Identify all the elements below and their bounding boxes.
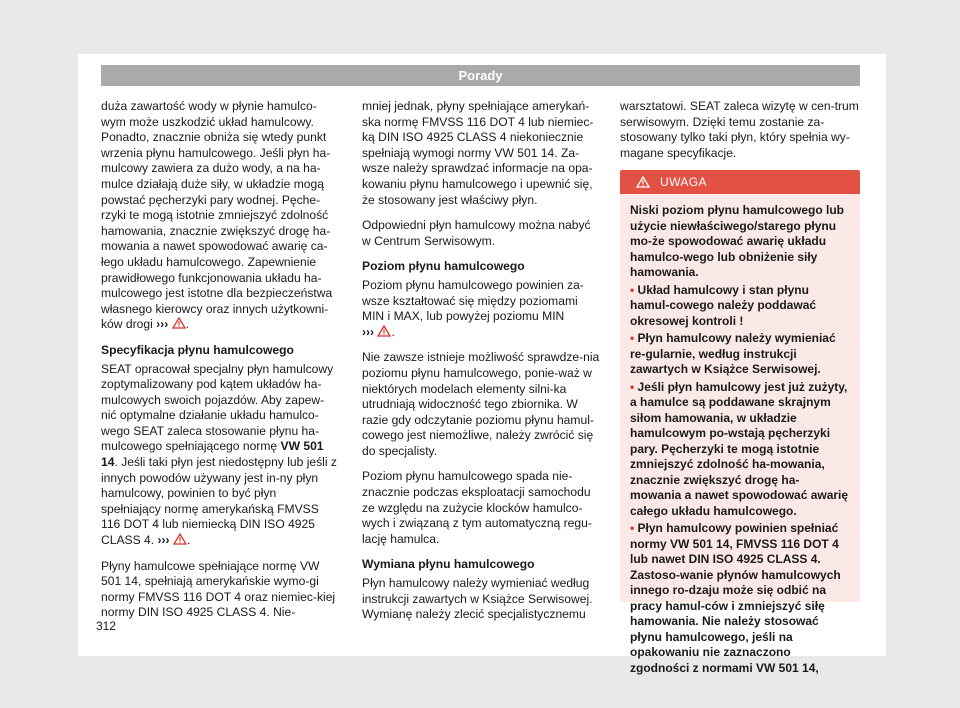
section-header <box>101 65 860 86</box>
paragraph-text: . Jeśli taki płyn jest niedostępny lub jeśli z innych powodów używany jest in-ny płyn hamulcowy, powinien to być płyn spełniający normę amerykańską FMVSS 116 DOT 4 lub niemiecką DIN ISO 4925 CLASS 4. <box>101 455 337 548</box>
warning-triangle-icon <box>636 176 650 188</box>
section-heading: Specyfikacja płynu hamulcowego <box>101 342 294 357</box>
paragraph-text: Poziom płynu hamulcowego powinien za-wsze kształtować się między poziomami MIN i MAX, lub powyżej poziomu MIN <box>362 277 584 324</box>
section-heading: Wymiana płynu hamulcowego <box>362 557 535 572</box>
column-2 <box>362 99 600 633</box>
cross-reference[interactable]: ››› <box>156 317 169 332</box>
paragraph: warsztatowi. SEAT zaleca wizytę w cen-trum serwisowym. Dzięki temu zostanie za-stosowany tylko taki płyn, który spełnia wy-magane specyfikacje. <box>620 99 859 160</box>
bullet-text: Płyn hamulcowy należy wymieniać re-gularnie, według instrukcji zawartych w Książce Serwisowej. <box>630 331 836 376</box>
warning-triangle-icon <box>173 533 187 545</box>
bullet-text: Układ hamulcowy i stan płynu hamul-cowego należy poddawać okresowej kontroli ! <box>630 282 817 328</box>
paragraph: Nie zawsze istnieje możliwość sprawdze-nia poziomu płynu hamulcowego, ponie-waż w niektórych modelach elementy silni-ka utrudniają widoczność tego zbiornika. W razie gdy odczytanie poziomu płynu hamul-cowego jest niemożliwe, należy zwrócić się do specjalisty. <box>362 350 600 458</box>
paragraph: Poziom płynu hamulcowego powinien za-wsze kształtować się między poziomami MIN i MAX, lub powyżej poziomu MIN ››› . <box>362 277 584 339</box>
warning-bullet <box>630 380 850 520</box>
warning-bullet <box>630 331 850 378</box>
paragraph-text: duża zawartość wody w płynie hamulco-wym może uszkodzić układ hamulcowy. Ponadto, znacznie obniża się wtedy punkt wrzenia płynu hamulcowego. Jeśli płyn ha-mulcowy zawiera za dużo wody, a na ha-mulce działają duże siły, w układzie mogą powstać pęcherzyki pary wodnej. Pęche-rzyki te mogą istotnie zmniejszyć zdolność hamowania, znacznie zwiększyć drogę ha-mowania a nawet spowodować awarię ca-łego układu hamulcowego. Zapewnienie prawidłowego funkcjonowania układu ha-mulcowego jest istotne dla bezpieczeństwa własnego kierowcy oraz innych użytkowni-ków drogi <box>101 99 333 332</box>
paragraph: Odpowiedni płyn hamulcowy można nabyć w Centrum Serwisowym. <box>362 218 591 248</box>
warning-body <box>620 194 860 676</box>
paragraph: Płyny hamulcowe spełniające normę VW 501 14, spełniają amerykańskie wymo-gi normy FMVSS 116 DOT 4 oraz niemiec-kiej normy DIN ISO 4925 CLASS 4. Nie- <box>101 558 336 620</box>
paragraph-text: SEAT opracował specjalny płyn hamulcowy zoptymalizowany pod kątem układów ha-mulcowych swoich pojazdów. Aby zapew-nić optymalne działanie układu hamulco-wego SEAT zaleca stosowanie płynu ha-mulcowego spełniającego normę <box>101 361 334 454</box>
paragraph: SEAT opracował specjalny płyn hamulcowy zoptymalizowany pod kątem układów ha-mulcowych swoich pojazdów. Aby zapew-nić optymalne działanie układu hamulco-wego SEAT zaleca stosowanie płynu ha-mulcowego spełniającego normę VW 501 14. Jeśli taki płyn jest niedostępny lub jeśli z innych powodów używany jest in-ny płyn hamulcowy, powinien to być płyn spełniający normę amerykańską FMVSS 116 DOT 4 lub niemiecką DIN ISO 4925 CLASS 4. ››› . <box>101 361 337 548</box>
bullet-icon: • <box>630 282 635 297</box>
section-title: Porady <box>458 68 503 83</box>
bullet-text: Płyn hamulcowy powinien spełniać normy VW 501 14, FMVSS 116 DOT 4 lub nawet DIN ISO 4925 CLASS 4. Zastoso-wanie płynów hamulcowych innego ro-dzaju może się odbić na pracy hamul-ców i zmniejszyć siłę hamowania. Nie należy stosować płynu hamulcowego, jeśli na opakowaniu nie zaznaczono zgodności z normami VW 501 14, <box>630 521 841 675</box>
warning-triangle-icon <box>377 325 391 337</box>
cross-reference[interactable]: ››› <box>157 533 170 548</box>
warning-bullet <box>630 521 850 676</box>
section-heading: Poziom płynu hamulcowego <box>362 259 525 274</box>
warning-bullet <box>630 283 850 330</box>
paragraph: duża zawartość wody w płynie hamulco-wym może uszkodzić układ hamulcowy. Ponadto, znacznie obniża się wtedy punkt wrzenia płynu hamulcowego. Jeśli płyn ha-mulcowy zawiera za dużo wody, a na ha-mulce działają duże siły, w układzie mogą powstać pęcherzyki pary wodnej. Pęche-rzyki te mogą istotnie zmniejszyć zdolność hamowania, znacznie zwiększyć drogę ha-mowania a nawet spowodować awarię ca-łego układu hamulcowego. Zapewnienie prawidłowego funkcjonowania układu ha-mulcowego jest istotne dla bezpieczeństwa własnego kierowcy oraz innych użytkowni-ków drogi ››› . <box>101 99 333 332</box>
bullet-icon: • <box>630 379 635 394</box>
bullet-text: Jeśli płyn hamulcowy jest już zużyty, a hamulce są poddawane skrajnym siłom hamowania, w układzie hamulcowym po-wstają pęcherzyki pary. Pęcherzyki te mogą istotnie zmniejszyć zdolność ha-mowania, znacznie zwiększyć drogę ha-mowania a nawet spowodować awarię całego układu hamulcowego. <box>630 379 849 518</box>
cross-reference[interactable]: ››› <box>362 324 375 339</box>
norm-label: VW 501 14 <box>101 439 324 470</box>
bullet-icon: • <box>630 521 635 535</box>
column-3 <box>620 99 860 171</box>
column-1 <box>101 99 339 631</box>
warning-intro: Niski poziom płynu hamulcowego lub użycie niewłaściwego/starego płynu mo-że spowodować awarię układu hamulco-wego lub obniżenie siły hamowania. <box>630 203 845 279</box>
bullet-icon: • <box>630 331 635 345</box>
paragraph: Poziom płynu hamulcowego spada nie-znacznie podczas eksploatacji samochodu ze względu na zużycie klocków hamulco-wych i związaną z tym automatyczną regu-lację hamulca. <box>362 469 592 546</box>
warning-title: UWAGA <box>660 175 707 189</box>
warning-box <box>620 170 860 675</box>
warning-triangle-icon <box>172 317 186 329</box>
warning-header <box>620 170 860 194</box>
paragraph: mniej jednak, płyny spełniające amerykań-ska normę FMVSS 116 DOT 4 lub niemiec-ką DIN ISO 4925 CLASS 4 niekoniecznie spełniają wymogi normy VW 501 14. Za-wsze należy sprawdzać informacje na opa-kowaniu płynu hamulcowego i upewnić się, że stosowany jest właściwy płyn. <box>362 99 594 207</box>
paragraph: Płyn hamulcowy należy wymieniać według instrukcji zawartych w Książce Serwisowej. Wymianę należy zlecić specjalistycznemu <box>362 576 593 622</box>
page-number: 312 <box>96 619 117 633</box>
